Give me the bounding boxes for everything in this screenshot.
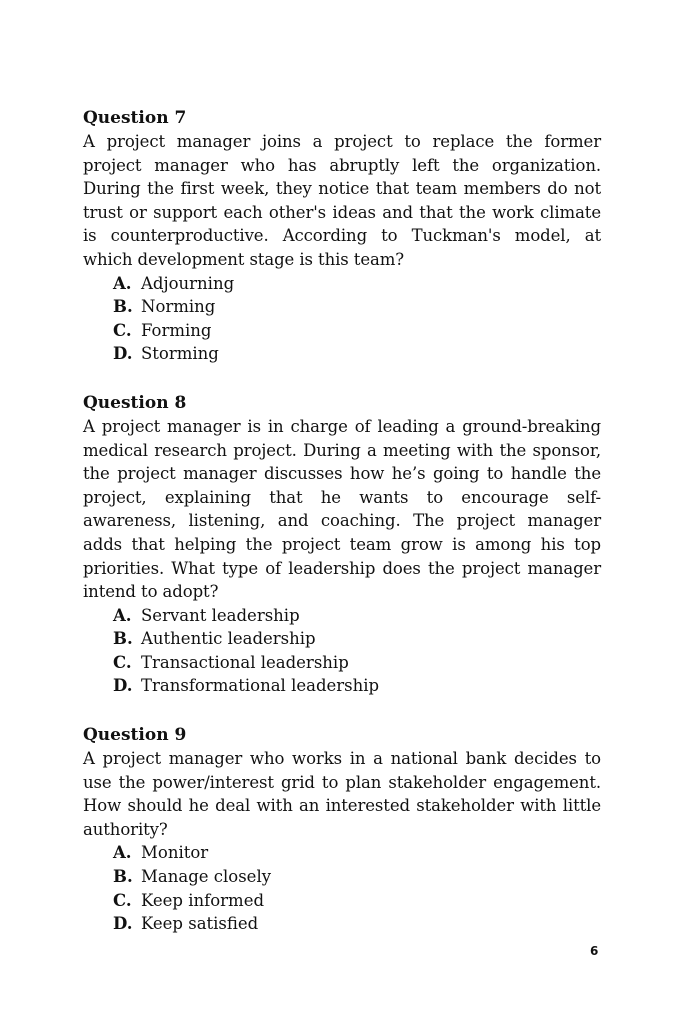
option-letter: A. — [113, 605, 132, 625]
option-letter: D. — [113, 914, 133, 934]
option-c — [113, 889, 601, 913]
option-text: Monitor — [141, 843, 209, 863]
option-text: Servant leadership — [141, 605, 300, 625]
question-text: A project manager who works in a national bank decides to use the power/interest grid to plan stakeholder engagement. How should he deal with an interested stakeholder with little authority? — [83, 749, 601, 839]
option-letter: B. — [113, 867, 133, 887]
answer-options — [83, 841, 601, 935]
option-text: Norming — [141, 297, 216, 317]
option-letter: B. — [113, 629, 133, 649]
option-letter: C. — [113, 320, 132, 340]
page-number: 6 — [590, 944, 599, 958]
option-a — [113, 272, 601, 296]
option-text: Forming — [141, 320, 212, 340]
question-heading: Question 8 — [83, 392, 187, 413]
option-text: Storming — [141, 344, 219, 364]
option-letter: C. — [113, 890, 132, 910]
option-text: Transactional leadership — [141, 652, 349, 672]
option-c — [113, 651, 601, 675]
option-a — [113, 604, 601, 628]
question-text: A project manager joins a project to replace the former project manager who has abruptly left the organization. During the first week, they notice that team members do not trust or support each other's ideas and that the work climate is counterproductive. According to Tuckman's model, at which development stage is this team? — [83, 132, 601, 269]
option-letter: A. — [113, 843, 132, 863]
question-text: A project manager is in charge of leading a ground-breaking medical research project. During a meeting with the sponsor, the project manager discusses how he’s going to handle the project, explaining that he wants to encourage self-awareness, listening, and coaching. The project manager adds that helping the project team grow is among his top priorities. What type of leadership does the project manager intend to adopt? — [83, 416, 601, 602]
option-a — [113, 841, 601, 865]
option-text: Adjourning — [141, 273, 235, 293]
option-text: Manage closely — [141, 867, 272, 887]
question-heading: Question 9 — [83, 725, 187, 746]
page-content — [83, 106, 601, 961]
option-letter: A. — [113, 273, 132, 293]
option-letter: C. — [113, 652, 132, 672]
option-d — [113, 912, 601, 936]
option-b — [113, 295, 601, 319]
option-text: Authentic leadership — [141, 629, 316, 649]
question-7 — [83, 106, 601, 366]
option-d — [113, 674, 601, 698]
answer-options — [83, 604, 601, 698]
option-text: Keep satisfied — [141, 914, 259, 934]
option-d — [113, 342, 601, 366]
option-text: Keep informed — [141, 890, 265, 910]
option-letter: D. — [113, 676, 133, 696]
answer-options — [83, 272, 601, 366]
option-c — [113, 319, 601, 343]
option-letter: B. — [113, 297, 133, 317]
option-b — [113, 627, 601, 651]
question-9 — [83, 723, 601, 936]
option-b — [113, 865, 601, 889]
option-letter: D. — [113, 344, 133, 364]
option-text: Transformational leadership — [141, 676, 380, 696]
question-heading: Question 7 — [83, 108, 187, 128]
question-8 — [83, 391, 601, 698]
